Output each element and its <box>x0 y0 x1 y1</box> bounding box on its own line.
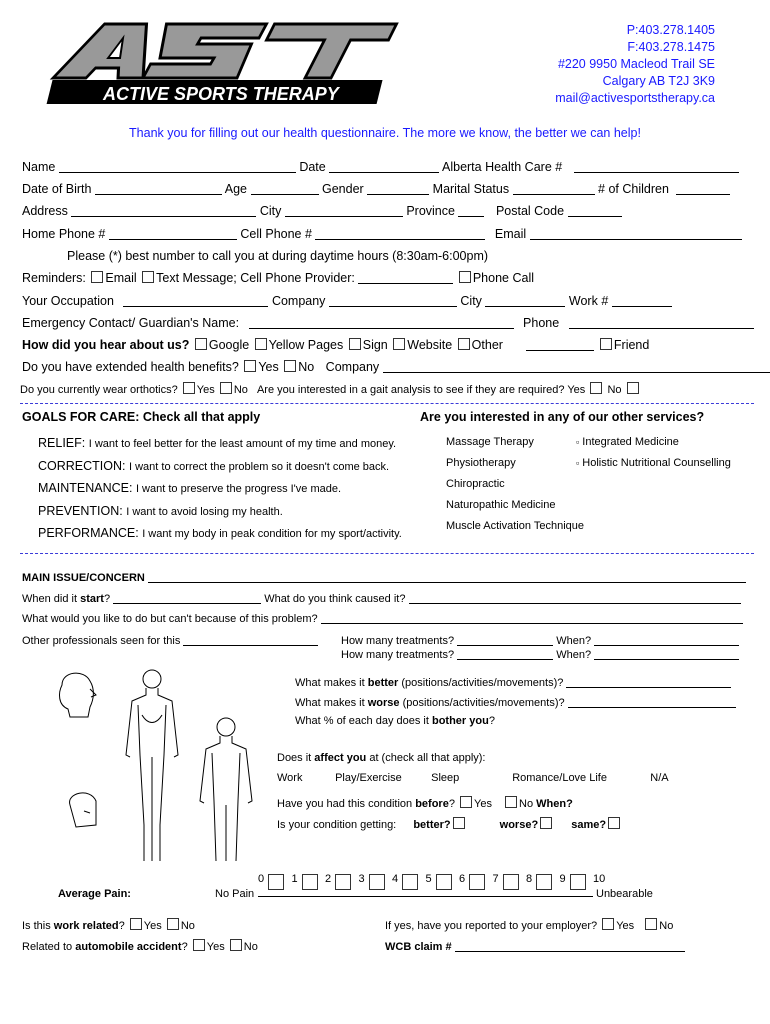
reminder-call-label: Phone Call <box>472 271 534 285</box>
pain-scale-checkbox[interactable] <box>436 874 452 890</box>
email-address[interactable]: mail@activesportstherapy.ca <box>555 91 715 105</box>
goal-text: I want to avoid losing my health. <box>126 505 283 518</box>
gait-no-label: No <box>607 384 622 396</box>
getting-better-label: better? <box>413 819 451 831</box>
benefits-company-label: Company <box>325 360 380 374</box>
average-pain-label: Average Pain: <box>58 888 131 900</box>
worse-label-a: What makes it <box>295 697 368 709</box>
goal-text: I want to correct the problem so it doesn't come back. <box>128 460 390 473</box>
row-reminders <box>22 271 534 285</box>
pain-scale-checkbox[interactable] <box>503 874 519 890</box>
better-field[interactable] <box>566 675 731 688</box>
website-label: Website <box>407 338 453 352</box>
emergency-phone-label: Phone <box>523 316 560 330</box>
gait-label: Are you interested in a gait analysis to see if they are required? Yes <box>256 384 586 396</box>
address-label: Address <box>22 204 68 218</box>
treatments-label-1: How many treatments? <box>341 635 455 647</box>
before-when-label: When? <box>536 798 573 810</box>
row-treatments-2 <box>341 647 739 661</box>
cell-phone-label: Cell Phone # <box>240 227 312 241</box>
pain-scale-checkbox[interactable] <box>335 874 351 890</box>
reminder-email-label: Email <box>105 271 137 285</box>
caused-label: What do you think caused it? <box>264 593 406 605</box>
benefits-company-field[interactable] <box>383 360 770 373</box>
date-label: Date <box>299 160 326 174</box>
pain-scale-number: 2 <box>325 873 332 885</box>
body-back-icon <box>200 718 252 861</box>
extended-no-label: No <box>298 360 315 374</box>
work-number-field[interactable] <box>612 294 672 307</box>
unbearable-label: Unbearable <box>596 888 653 900</box>
reminders-label: Reminders: <box>22 271 86 285</box>
sign-label: Sign <box>362 338 388 352</box>
affect-label-b: affect you <box>314 752 367 764</box>
employer-no-checkbox[interactable] <box>645 918 657 930</box>
affect-play[interactable]: Play/Exercise <box>335 772 402 784</box>
row-affect <box>277 752 486 764</box>
dob-label: Date of Birth <box>22 182 92 196</box>
logo-name: ACTIVE SPORTS THERAPY <box>103 84 339 104</box>
thank-you-text: Thank you for filling out our health questionnaire. The more we know, the better we can help! <box>129 126 641 140</box>
work-no-checkbox[interactable] <box>167 918 179 930</box>
pain-scale-number: 0 <box>258 873 265 885</box>
pain-scale-checkbox[interactable] <box>302 874 318 890</box>
work-related-b: work related <box>53 920 119 932</box>
before-label-c: ? <box>448 798 455 810</box>
goal-title: PREVENTION: <box>38 503 123 518</box>
bother-label-a: What % of each day does it <box>295 715 432 727</box>
orthotics-yes-label: Yes <box>196 384 215 396</box>
other-label: Other <box>471 338 503 352</box>
getting-same-checkbox[interactable] <box>608 817 620 829</box>
cant-do-label: What would you like to do but can't because of this problem? <box>22 613 318 625</box>
worse-label-c: (positions/activities/movements)? <box>399 697 565 709</box>
row-getting <box>277 817 622 831</box>
extended-yes-checkbox[interactable] <box>244 360 256 372</box>
when-field-2[interactable] <box>594 647 739 660</box>
row-other-pros <box>22 633 318 647</box>
home-phone-label: Home Phone # <box>22 227 106 241</box>
email-field[interactable] <box>530 227 742 240</box>
service-item[interactable] <box>576 436 679 448</box>
service-label: Integrated Medicine <box>582 436 679 448</box>
when-label-1: When? <box>556 635 592 647</box>
age-field[interactable] <box>251 182 319 195</box>
pain-scale-line <box>258 896 593 897</box>
start-label-b: start <box>80 593 104 605</box>
pain-scale-number: 6 <box>459 873 466 885</box>
employer-no-label: No <box>659 920 674 932</box>
goal-text: I want to preserve the progress I've made. <box>135 483 342 495</box>
yellow-pages-checkbox[interactable] <box>255 338 267 350</box>
getting-worse-checkbox[interactable] <box>540 817 552 829</box>
work-city-field[interactable] <box>485 294 565 307</box>
work-related-a: Is this <box>22 920 54 932</box>
service-item[interactable]: Massage Therapy <box>446 436 534 448</box>
row-wcb <box>385 939 685 953</box>
goal-text: I want my body in peak condition for my sport/activity. <box>142 528 402 540</box>
main-issue-field[interactable] <box>148 570 746 583</box>
home-phone-field[interactable] <box>109 227 237 240</box>
caused-field[interactable] <box>409 591 741 604</box>
pain-scale-checkbox[interactable] <box>369 874 385 890</box>
health-care-field[interactable] <box>574 160 739 173</box>
best-number-note: Please (*) best number to call you at during daytime hours (8:30am-6:00pm) <box>67 249 489 263</box>
goal-title: PERFORMANCE: <box>38 526 139 540</box>
extended-yes-label: Yes <box>258 360 279 374</box>
auto-yes-checkbox[interactable] <box>193 939 205 951</box>
occupation-label: Your Occupation <box>22 294 114 308</box>
pain-scale-number: 7 <box>492 873 499 885</box>
gender-label: Gender <box>321 182 364 196</box>
services-heading: Are you interested in any of our other services? <box>420 410 705 424</box>
no-pain-label: No Pain <box>215 888 255 900</box>
address-field[interactable] <box>71 204 256 217</box>
dob-field[interactable] <box>95 182 222 195</box>
employer-yes-label: Yes <box>616 920 635 932</box>
pain-scale-checkbox[interactable] <box>268 874 284 890</box>
before-label-a: Have you had this condition <box>277 798 416 810</box>
auto-no-checkbox[interactable] <box>230 939 242 951</box>
pain-scale-checkbox[interactable] <box>402 874 418 890</box>
row-employer <box>385 918 673 932</box>
row-before <box>277 796 573 810</box>
company-label: Company <box>271 294 326 308</box>
work-number-label: Work # <box>568 294 609 308</box>
row-orthotics <box>20 382 641 396</box>
getting-better-checkbox[interactable] <box>453 817 465 829</box>
reminder-call-checkbox[interactable] <box>459 271 471 283</box>
reminder-email-checkbox[interactable] <box>91 271 103 283</box>
service-checkbox[interactable]: ▫ <box>576 458 580 468</box>
worse-label-b: worse <box>367 697 400 709</box>
goal-item[interactable] <box>38 526 402 540</box>
getting-label: Is your condition getting: <box>277 819 397 831</box>
row-address <box>22 204 622 218</box>
worse-field[interactable] <box>568 695 736 708</box>
before-yes-label: Yes <box>474 798 492 810</box>
website-checkbox[interactable] <box>393 338 405 350</box>
row-worse <box>295 695 736 709</box>
orthotics-label: Do you currently wear orthotics? <box>20 384 178 396</box>
row-cant-do <box>22 611 743 625</box>
row-better <box>295 675 731 689</box>
postal-label: Postal Code <box>495 204 565 218</box>
phone-number: P:403.278.1405 <box>626 23 715 37</box>
before-no-label: No <box>519 798 534 810</box>
goal-title: CORRECTION: <box>38 458 126 473</box>
pain-scale-checkbox[interactable] <box>570 874 586 890</box>
row-main-issue <box>22 570 746 584</box>
affect-sleep[interactable]: Sleep <box>431 772 460 784</box>
age-label: Age <box>224 182 248 196</box>
row-work-related <box>22 918 195 932</box>
hear-label: How did you hear about us? <box>22 338 190 352</box>
when-field-1[interactable] <box>594 633 739 646</box>
pain-scale-number: 1 <box>291 873 298 885</box>
row-hear <box>22 338 649 352</box>
goal-item[interactable] <box>38 459 389 473</box>
row-name <box>22 160 739 174</box>
bother-label-c: ? <box>488 715 495 727</box>
affect-options <box>277 772 669 784</box>
start-label-a: When did it <box>22 593 81 605</box>
gait-yes-checkbox[interactable] <box>590 382 602 394</box>
pain-scale-number: 10 <box>593 873 606 885</box>
pain-scale-number: 9 <box>559 873 566 885</box>
marital-field[interactable] <box>513 182 595 195</box>
treatments-label-2: How many treatments? <box>341 649 455 661</box>
orthotics-no-checkbox[interactable] <box>220 382 232 394</box>
before-no-checkbox[interactable] <box>505 796 517 808</box>
children-label: # of Children <box>598 182 669 196</box>
row-bother <box>295 715 495 727</box>
pain-scale-number: 4 <box>392 873 399 885</box>
other-field[interactable] <box>526 338 594 351</box>
google-checkbox[interactable] <box>195 338 207 350</box>
yellow-pages-label: Yellow Pages <box>268 338 344 352</box>
address-line-2: Calgary AB T2J 3K9 <box>602 74 715 88</box>
name-label: Name <box>22 160 56 174</box>
friend-checkbox[interactable] <box>600 338 612 350</box>
reminder-text-checkbox[interactable] <box>142 271 154 283</box>
province-field[interactable] <box>458 204 484 217</box>
service-item[interactable] <box>576 457 731 469</box>
city-field[interactable] <box>285 204 403 217</box>
orthotics-no-label: No <box>233 384 248 396</box>
children-field[interactable] <box>676 182 730 195</box>
service-item[interactable]: Naturopathic Medicine <box>446 499 556 511</box>
when-label-2: When? <box>556 649 592 661</box>
auto-c: ? <box>181 941 188 953</box>
ast-logo <box>38 18 403 108</box>
bother-label-b: bother you <box>431 715 489 727</box>
auto-b: automobile accident <box>75 941 182 953</box>
service-item[interactable]: Chiropractic <box>446 478 505 490</box>
occupation-field[interactable] <box>123 294 268 307</box>
emergency-field[interactable] <box>249 316 514 329</box>
other-checkbox[interactable] <box>458 338 470 350</box>
affect-label-a: Does it <box>277 752 315 764</box>
extended-label: Do you have extended health benefits? <box>22 360 239 374</box>
email-label: Email <box>494 227 527 241</box>
start-label-c: ? <box>103 593 111 605</box>
service-label: Holistic Nutritional Counselling <box>582 457 731 469</box>
row-auto <box>22 939 258 953</box>
treatments-field-2[interactable] <box>457 647 553 660</box>
auto-no-label: No <box>243 941 258 953</box>
cant-do-field[interactable] <box>321 611 743 624</box>
goal-item[interactable] <box>38 504 283 518</box>
province-label: Province <box>406 204 455 218</box>
cell-provider-field[interactable] <box>358 271 453 284</box>
sign-checkbox[interactable] <box>349 338 361 350</box>
goal-title: MAINTENANCE: <box>38 481 133 495</box>
row-emergency <box>22 316 754 330</box>
affect-label-c: at (check all that apply): <box>366 752 486 764</box>
work-yes-checkbox[interactable] <box>130 918 142 930</box>
service-item[interactable]: Physiotherapy <box>446 457 516 469</box>
date-field[interactable] <box>329 160 439 173</box>
row-start <box>22 591 741 605</box>
goal-item[interactable] <box>38 436 396 450</box>
gender-field[interactable] <box>367 182 429 195</box>
emergency-label: Emergency Contact/ Guardian's Name: <box>22 316 240 330</box>
reminder-text-label: Text Message; Cell Phone Provider: <box>156 271 355 285</box>
start-field[interactable] <box>113 591 261 604</box>
head-side-icon <box>60 673 96 717</box>
extended-no-checkbox[interactable] <box>284 360 296 372</box>
wcb-label: WCB claim # <box>385 941 452 953</box>
affect-romance[interactable]: Romance/Love Life <box>512 772 607 784</box>
auto-a: Related to <box>22 941 76 953</box>
divider-1 <box>20 403 754 404</box>
pain-scale-number: 5 <box>425 873 432 885</box>
treatments-field-1[interactable] <box>457 633 553 646</box>
goal-title: RELIEF: <box>38 436 86 450</box>
getting-worse-label: worse? <box>499 819 539 831</box>
orthotics-yes-checkbox[interactable] <box>183 382 195 394</box>
postal-field[interactable] <box>568 204 622 217</box>
cell-phone-field[interactable] <box>315 227 485 240</box>
fax-number: F:403.278.1475 <box>627 40 715 54</box>
address-line-1: #220 9950 Macleod Trail SE <box>557 57 715 71</box>
row-phone <box>22 227 742 241</box>
main-issue-label: MAIN ISSUE/CONCERN <box>22 572 145 584</box>
goal-text: I want to feel better for the least amount of my time and money. <box>88 438 397 450</box>
google-label: Google <box>208 338 250 352</box>
head-front-small-icon <box>70 793 96 827</box>
employer-yes-checkbox[interactable] <box>602 918 614 930</box>
work-related-c: ? <box>118 920 125 932</box>
pain-scale-checkbox[interactable] <box>536 874 552 890</box>
body-front-icon <box>126 670 178 861</box>
friend-label: Friend <box>613 338 650 352</box>
work-no-label: No <box>180 920 195 932</box>
better-label-b: better <box>367 677 399 689</box>
goal-item[interactable] <box>38 481 341 495</box>
work-city-label: City <box>460 294 482 308</box>
work-yes-label: Yes <box>143 920 162 932</box>
health-care-label: Alberta Health Care # <box>442 160 563 174</box>
row-dob <box>22 182 730 196</box>
before-label-b: before <box>415 798 449 810</box>
city-label: City <box>259 204 282 218</box>
contact-block <box>555 22 715 107</box>
better-label-c: (positions/activities/movements)? <box>398 677 564 689</box>
marital-label: Marital Status <box>432 182 510 196</box>
other-pros-field[interactable] <box>183 633 318 646</box>
row-treatments-1 <box>341 633 739 647</box>
other-pros-label: Other professionals seen for this <box>22 635 181 647</box>
before-yes-checkbox[interactable] <box>460 796 472 808</box>
affect-na[interactable]: N/A <box>650 772 669 784</box>
divider-2 <box>20 553 754 554</box>
body-diagram[interactable] <box>40 665 280 865</box>
emergency-phone-field[interactable] <box>569 316 754 329</box>
gait-no-checkbox[interactable] <box>627 382 639 394</box>
getting-same-label: same? <box>571 819 607 831</box>
better-label-a: What makes it <box>295 677 368 689</box>
name-field[interactable] <box>59 160 296 173</box>
wcb-field[interactable] <box>455 939 685 952</box>
service-checkbox[interactable]: ▫ <box>576 437 580 447</box>
service-item[interactable]: Muscle Activation Technique <box>446 520 584 532</box>
affect-work[interactable]: Work <box>277 772 303 784</box>
row-occupation <box>22 294 672 308</box>
goals-heading: GOALS FOR CARE: Check all that apply <box>22 410 261 424</box>
row-extended <box>22 360 770 374</box>
company-field[interactable] <box>329 294 457 307</box>
pain-scale-number: 3 <box>358 873 365 885</box>
pain-scale-checkbox[interactable] <box>469 874 485 890</box>
pain-scale-number: 8 <box>526 873 533 885</box>
auto-yes-label: Yes <box>206 941 225 953</box>
employer-label: If yes, have you reported to your employer? <box>385 920 598 932</box>
